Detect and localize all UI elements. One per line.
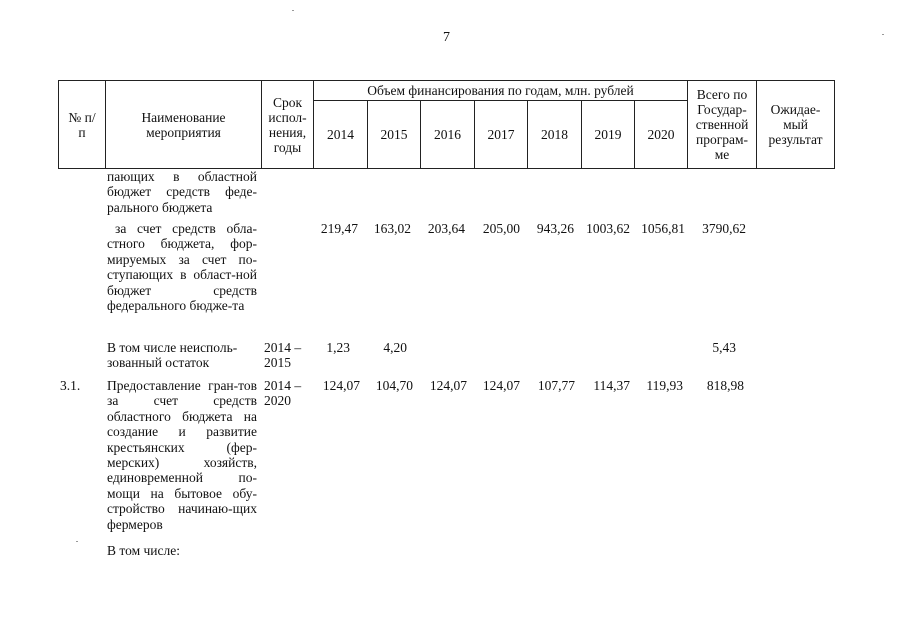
- row-2-total: 5,43: [712, 340, 736, 355]
- row-1-value-2015: 163,02: [373, 221, 411, 236]
- scan-speck: [882, 34, 884, 35]
- row-3-value-2018: 107,77: [537, 378, 575, 393]
- row-3-value-2019: 114,37: [593, 378, 630, 393]
- row-3-number: 3.1.: [60, 378, 81, 393]
- row-3-value-2015: 104,70: [375, 378, 413, 393]
- header-year-2020: 2020: [635, 101, 688, 169]
- header-name: Наименование мероприятия: [106, 81, 262, 169]
- row-2-value-2014: 1,23: [326, 340, 350, 355]
- header-year-2016: 2016: [421, 101, 475, 169]
- row-1-value-2016: 203,64: [427, 221, 465, 236]
- row-1-value-2019: 1003,62: [586, 221, 630, 236]
- row-1-value-2017: 205,00: [482, 221, 520, 236]
- row-3-name: Предоставление гран-тов за счет средств областного бюджета на создание и развитие крестьянских (фер-мерских) хозяйств, единовременной по-мощи на бытовое обу-стройство начинаю-щих фермеров: [107, 378, 257, 532]
- page-number: 7: [443, 30, 450, 45]
- row-1-value-2014: 219,47: [320, 221, 358, 236]
- table-header: [58, 80, 835, 169]
- row-2-value-2015: 4,20: [383, 340, 407, 355]
- header-year-2017: 2017: [475, 101, 528, 169]
- row-3-value-2017: 124,07: [482, 378, 520, 393]
- row-4-name: В том числе:: [107, 543, 180, 558]
- row-3-term: 2014 – 2020: [264, 378, 302, 409]
- row-0-name: пающих в областной бюджет средств феде-рального бюджета: [107, 169, 257, 215]
- row-3-value-2014: 124,07: [322, 378, 360, 393]
- header-year-2015: 2015: [368, 101, 421, 169]
- header-term: Срок испол-нения, годы: [262, 81, 314, 169]
- header-year-2018: 2018: [528, 101, 582, 169]
- row-1-total: 3790,62: [702, 221, 746, 236]
- row-1-name: за счет средств обла-стного бюджета, фор-мируемых за счет по-ступающих в област-ной бюджет средств федерального бюдже-та: [107, 221, 257, 314]
- row-1-value-2020: 1056,81: [641, 221, 685, 236]
- row-2-name: В том числе неисполь-зованный остаток: [107, 340, 238, 371]
- header-total: Всего по Государ-ственной програм-ме: [688, 81, 757, 169]
- header-finance: Объем финансирования по годам, млн. рублей: [314, 81, 688, 101]
- row-2-term: 2014 – 2015: [264, 340, 302, 371]
- row-1-value-2018: 943,26: [536, 221, 574, 236]
- header-year-2019: 2019: [582, 101, 635, 169]
- header-result: Ожидае-мый результат: [757, 81, 835, 169]
- scan-speck: [292, 10, 294, 11]
- row-3-value-2016: 124,07: [429, 378, 467, 393]
- row-3-value-2020: 119,93: [646, 378, 683, 393]
- header-year-2014: 2014: [314, 101, 368, 169]
- row-3-total: 818,98: [706, 378, 744, 393]
- scan-speck: [76, 541, 78, 542]
- header-number: № п/п: [59, 81, 106, 169]
